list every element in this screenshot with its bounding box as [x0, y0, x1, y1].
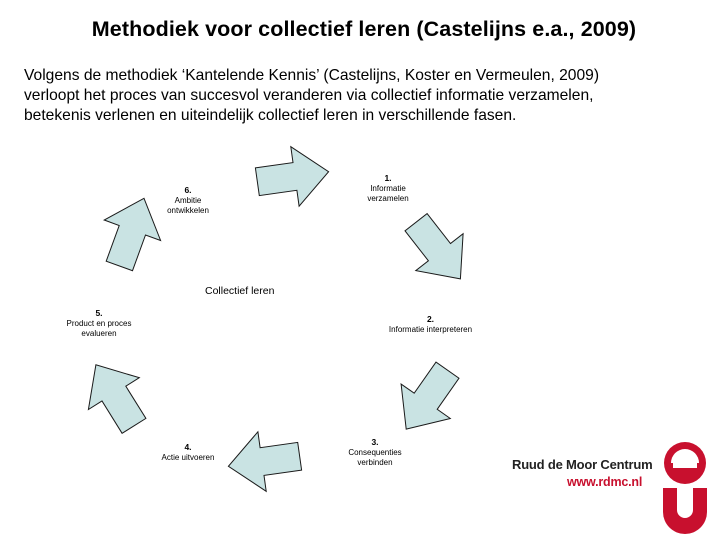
rdmc-logo: [500, 440, 720, 535]
cycle-arrow-1-to-2-icon: [405, 214, 463, 279]
step-6-label-line-1: Ambitie: [174, 195, 202, 205]
step-3: [330, 437, 420, 469]
cycle-arrow-2-to-3-icon: [401, 362, 459, 429]
cycle-center-label: Collectief leren: [205, 285, 275, 297]
step-4: [148, 442, 228, 463]
step-4-number: 4.: [184, 442, 192, 452]
slide-title: Methodiek voor collectief leren (Castelijns e.a., 2009): [91, 17, 637, 41]
logo-name: Ruud de Moor Centrum: [512, 457, 653, 472]
step-4-label-line-1: Actie uitvoeren: [161, 452, 215, 462]
step-6: [150, 185, 226, 217]
step-5-number: 5.: [95, 308, 103, 318]
logo-url: www.rdmc.nl: [567, 475, 643, 489]
step-1-label-line-2: verzamelen: [367, 194, 409, 203]
step-5-label-line-2: evalueren: [81, 329, 117, 338]
step-5: [50, 308, 148, 340]
intro-line-1: Volgens de methodiek ‘Kantelende Kennis’ (Castelijns, Koster en Vermeulen, 2009): [24, 67, 600, 84]
step-2-label-line-1: Informatie interpreteren: [388, 324, 473, 334]
step-2-number: 2.: [426, 314, 435, 324]
step-1-label-line-1: Informatie: [370, 183, 406, 193]
cycle-arrow-4-to-5-icon: [88, 365, 145, 434]
step-1: [348, 173, 428, 205]
intro-line-3: betekenis verlenen en uiteindelijk collectief leren in verschillende fasen.: [24, 107, 517, 124]
rdmc-logo-mark-icon: [650, 440, 720, 535]
step-1-number: 1.: [384, 173, 392, 183]
cycle-arrow-6-to-1-icon: [255, 147, 328, 207]
step-2: [368, 314, 493, 335]
step-6-number: 6.: [184, 185, 192, 195]
step-5-label-line-1: Product en proces: [66, 318, 132, 328]
step-3-number: 3.: [371, 437, 379, 447]
cycle-arrow-3-to-4-icon: [228, 432, 301, 492]
intro-line-2: verloopt het proces van succesvol veranderen via collectief informatie verzamelen,: [24, 87, 594, 104]
step-3-label-line-2: verbinden: [357, 458, 393, 467]
step-3-label-line-1: Consequenties: [348, 447, 402, 457]
step-6-label-line-2: ontwikkelen: [167, 206, 209, 215]
